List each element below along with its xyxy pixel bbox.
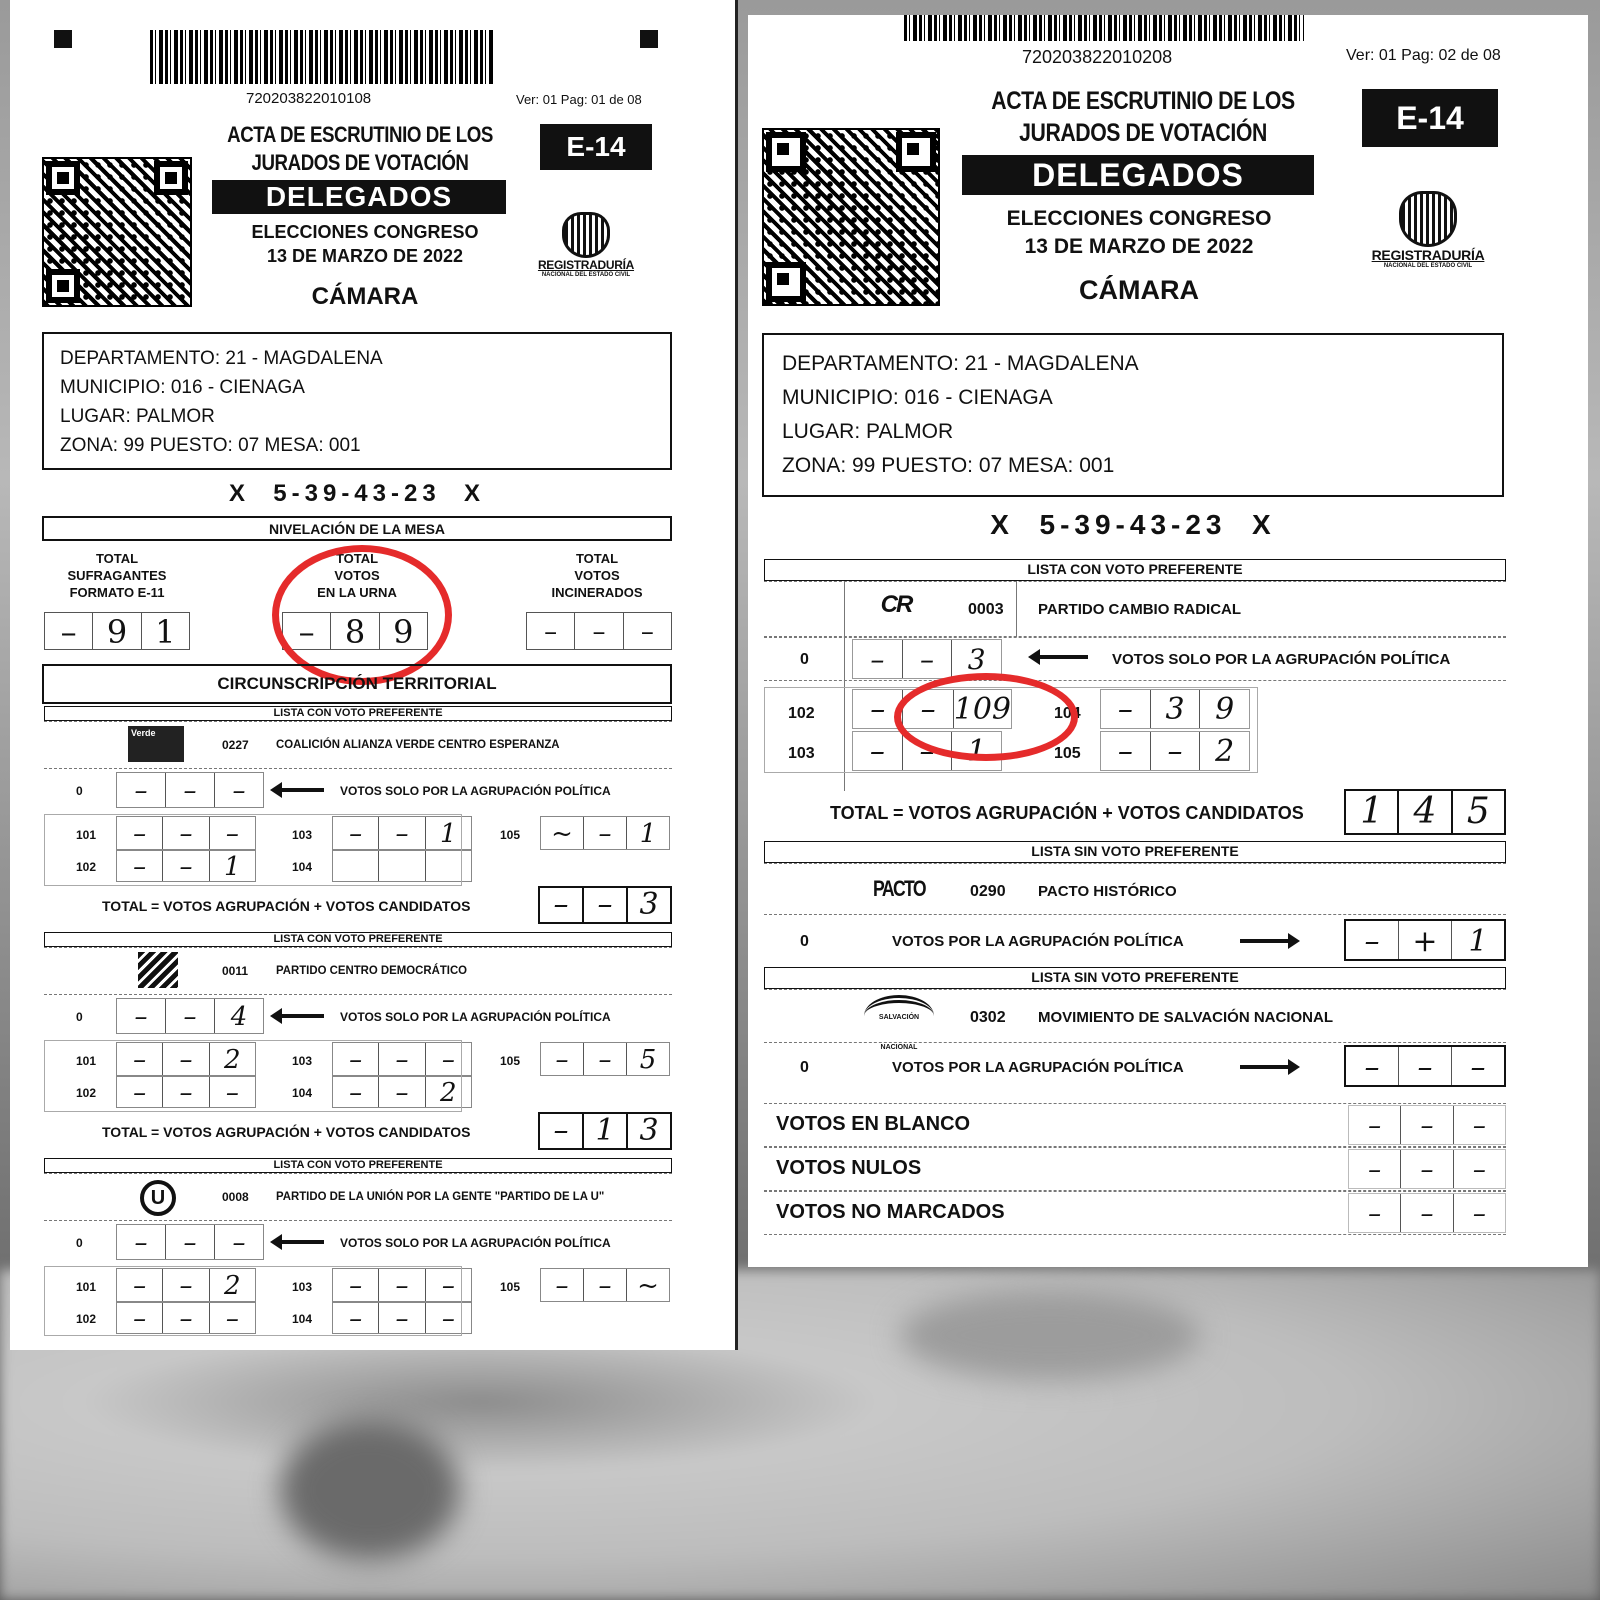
party-name: PACTO HISTÓRICO (1038, 883, 1177, 900)
candidate-votes-digit: ~ (637, 1271, 659, 1301)
summary-cells-digit: – (1401, 1106, 1453, 1144)
candidate-votes-digit: – (379, 1269, 425, 1301)
party-total-digit: 5 (1466, 791, 1490, 832)
candidate-votes-digit: – (1101, 732, 1151, 770)
candidate-votes-digit: – (1151, 732, 1201, 770)
summary-cells-digit: – (1472, 1155, 1486, 1185)
candidate-votes-digit: – (333, 1303, 379, 1333)
zero-row-number: 0 (76, 1010, 83, 1024)
candidate-votes-digit: – (117, 817, 163, 849)
candidate-votes-digit: – (379, 817, 425, 849)
total-label: TOTAL = VOTOS AGRUPACIÓN + VOTOS CANDIDATOS (830, 803, 1304, 823)
candidate-votes-digit: – (441, 1045, 455, 1075)
party-only-label: VOTOS SOLO POR LA AGRUPACIÓN POLÍTICA (340, 784, 611, 798)
location-box (42, 332, 672, 470)
zero-row-number: 0 (800, 651, 809, 668)
total-urna-cells: – 8 9 (282, 612, 428, 650)
barcode (904, 15, 1304, 41)
blurred-smudge (280, 1420, 460, 1560)
candidate-votes-digit: 2 (224, 1045, 241, 1075)
summary-label: VOTOS NO MARCADOS (776, 1201, 1005, 1223)
party-total-cells (538, 1112, 672, 1150)
candidate-votes-digit: – (117, 1269, 163, 1301)
form-code: E-14 (1362, 89, 1498, 147)
party-only-votes (116, 772, 264, 808)
list-type-header: LISTA SIN VOTO PREFERENTE (764, 967, 1506, 989)
candidate-votes-digit: 2 (1215, 734, 1235, 769)
party-only-label: VOTOS SOLO POR LA AGRUPACIÓN POLÍTICA (1112, 651, 1451, 668)
candidate-number: 102 (76, 860, 97, 874)
serial-number: 720203822010108 (246, 90, 372, 107)
candidate-votes-digit: 1 (639, 819, 657, 849)
blurred-smudge (900, 1290, 1200, 1380)
party-total-cells (538, 886, 672, 924)
party-only-votes-digit: – (166, 773, 215, 807)
party-code: 0227 (222, 738, 249, 752)
party-votes-cells-digit: – (1399, 1047, 1452, 1085)
delegados-banner: DELEGADOS (962, 155, 1314, 195)
corporation: CÁMARA (1079, 275, 1199, 305)
registraduria-logo: REGISTRADURÍA NACIONAL DEL ESTADO CIVIL (1348, 191, 1508, 269)
candidate-votes-digit: – (379, 1303, 425, 1333)
divider (1016, 581, 1017, 637)
party-name: PARTIDO CENTRO DEMOCRÁTICO (276, 963, 468, 977)
candidate-votes-digit: – (163, 1269, 209, 1301)
title-line-1: ACTA DE ESCRUTINIO DE LOS (991, 87, 1295, 115)
candidate-number: 105 (1054, 745, 1081, 762)
party-only-label: VOTOS SOLO POR LA AGRUPACIÓN POLÍTICA (340, 1236, 611, 1250)
party-only-votes-digit: – (117, 1225, 166, 1259)
mesa-code: X 5-39-43-23 X (990, 509, 1276, 540)
party-only-votes-digit: – (903, 640, 953, 678)
candidates-frame (44, 814, 462, 886)
candidate-votes-digit: – (584, 1043, 627, 1075)
party-only-votes-digit: – (853, 640, 903, 678)
candidate-votes-digit: – (584, 1269, 627, 1301)
party-votes-cells-digit: – (1346, 921, 1399, 959)
summary-cells-digit: – (1472, 1111, 1486, 1141)
summary-cells-digit: – (1401, 1194, 1453, 1232)
candidate-number: 104 (292, 860, 313, 874)
candidate-votes-digit: – (163, 817, 209, 849)
party-only-votes-digit: 3 (967, 643, 986, 676)
party-code: 0008 (222, 1190, 249, 1204)
party-total-digit: – (584, 888, 628, 922)
summary-cells (1348, 1193, 1506, 1233)
party-name: MOVIMIENTO DE SALVACIÓN NACIONAL (1038, 1009, 1334, 1026)
circunscripcion-header: CIRCUNSCRIPCIÓN TERRITORIAL (42, 664, 672, 704)
zero-row-number: 0 (76, 784, 83, 798)
list-type-header: LISTA CON VOTO PREFERENTE (764, 559, 1506, 581)
party-code: 0003 (968, 601, 1004, 618)
right-arrow-icon (1240, 939, 1290, 943)
party-only-votes (116, 998, 264, 1034)
election-date: 13 DE MARZO DE 2022 (266, 246, 464, 266)
coat-of-arms-icon (1399, 191, 1457, 247)
coat-of-arms-icon (562, 212, 610, 258)
party-vote-label: VOTOS POR LA AGRUPACIÓN POLÍTICA (892, 933, 1184, 950)
party-only-votes-digit: – (166, 999, 215, 1033)
party-total-digit: 4 (1399, 791, 1452, 833)
left-arrow-icon (280, 1240, 324, 1244)
election-name: ELECCIONES CONGRESO (251, 222, 479, 242)
title-line-2: JURADOS DE VOTACIÓN (1019, 119, 1267, 147)
candidate-number: 101 (76, 1280, 97, 1294)
total-sufragantes-cells: – 9 1 (44, 612, 190, 650)
party-only-votes-digit: – (232, 776, 246, 806)
party-total-digit: 1 (584, 1114, 628, 1148)
summary-cells-digit: – (1349, 1106, 1401, 1144)
zona-puesto-mesa: ZONA: 99 PUESTO: 07 MESA: 001 (782, 454, 1115, 477)
right-arrow-icon (1240, 1065, 1290, 1069)
alianza-verde-logo-icon: Verde (128, 726, 184, 762)
candidate-number: 101 (76, 828, 97, 842)
departamento: DEPARTAMENTO: 21 - MAGDALENA (782, 352, 1139, 375)
candidate-votes-digit: – (163, 1303, 209, 1333)
candidate-votes-digit: 1 (967, 734, 987, 769)
left-arrow-icon (280, 1014, 324, 1018)
candidate-votes (540, 816, 670, 850)
candidate-number: 103 (292, 1054, 313, 1068)
party-name: COALICIÓN ALIANZA VERDE CENTRO ESPERANZA (276, 737, 560, 751)
list-type-header: LISTA SIN VOTO PREFERENTE (764, 841, 1506, 863)
party-vote-label: VOTOS POR LA AGRUPACIÓN POLÍTICA (892, 1059, 1184, 1076)
candidate-votes-digit: – (333, 1077, 379, 1107)
candidate-votes-digit: – (333, 1043, 379, 1075)
party-total-digit: – (540, 888, 584, 922)
mesa-code: X 5-39-43-23 X (228, 480, 486, 507)
salvacion-nacional-logo-icon: SALVACIÓN NACIONAL (864, 995, 934, 1037)
zero-row-number: 0 (800, 1059, 809, 1076)
candidate-votes-digit: 2 (440, 1078, 457, 1108)
candidate-votes-digit: – (441, 1271, 455, 1301)
party-only-votes-digit: – (117, 773, 166, 807)
candidate-votes-digit: – (853, 732, 903, 770)
candidates-frame (44, 1040, 462, 1112)
highlight-circle (894, 673, 1078, 761)
party-votes-cells-digit: 1 (1468, 924, 1488, 959)
candidate-number: 103 (788, 745, 815, 762)
candidate-votes (540, 1042, 670, 1076)
candidate-votes-digit: – (441, 1304, 455, 1334)
candidate-number: 104 (292, 1086, 313, 1100)
candidate-votes-digit: – (117, 1077, 163, 1107)
candidate-votes-digit: 2 (224, 1271, 241, 1301)
list-type-header: LISTA CON VOTO PREFERENTE (44, 706, 672, 721)
party-code: 0011 (222, 964, 249, 978)
party-only-votes-digit: – (117, 999, 166, 1033)
candidate-number: 104 (292, 1312, 313, 1326)
summary-label: VOTOS NULOS (776, 1157, 922, 1179)
party-total-digit: 3 (639, 1113, 659, 1148)
municipio: MUNICIPIO: 016 - CIENAGA (782, 386, 1053, 409)
departamento: DEPARTAMENTO: 21 - MAGDALENA (60, 348, 383, 369)
candidate-number: 103 (292, 828, 313, 842)
summary-label: VOTOS EN BLANCO (776, 1113, 971, 1135)
total-label: TOTAL = VOTOS AGRUPACIÓN + VOTOS CANDIDATOS (102, 1124, 471, 1140)
candidate-number: 102 (76, 1086, 97, 1100)
form-page-1 (10, 0, 738, 1350)
party-votes-cells-digit: – (1346, 1047, 1399, 1085)
left-arrow-icon (280, 788, 324, 792)
row-line (764, 637, 1506, 681)
zero-row-number: 0 (800, 933, 809, 950)
party-votes-cells (1344, 1045, 1506, 1087)
party-only-votes-digit: – (166, 1225, 215, 1259)
zona-puesto-mesa: ZONA: 99 PUESTO: 07 MESA: 001 (60, 435, 361, 456)
candidate-votes-digit: – (225, 1078, 239, 1108)
party-only-votes-digit: – (232, 1228, 246, 1258)
corporation: CÁMARA (311, 283, 419, 310)
election-name: ELECCIONES CONGRESO (1006, 207, 1272, 230)
cambio-radical-logo-icon: CR (880, 591, 912, 618)
candidate-votes-digit: – (379, 1043, 425, 1075)
candidate-votes-digit: – (903, 690, 953, 728)
lugar: LUGAR: PALMOR (782, 420, 954, 443)
pacto-historico-logo-icon: PACTO (873, 876, 925, 901)
candidate-votes-digit: – (379, 1077, 425, 1107)
summary-cells (1348, 1149, 1506, 1189)
candidate-votes-digit: – (225, 1304, 239, 1334)
title-line-1: ACTA DE ESCRUTINIO DE LOS (227, 122, 493, 147)
nivelacion-header: NIVELACIÓN DE LA MESA (42, 516, 672, 541)
candidate-votes-digit: – (333, 817, 379, 849)
location-box (762, 333, 1504, 497)
candidate-number: 105 (500, 1054, 521, 1068)
title-line-2: JURADOS DE VOTACIÓN (251, 150, 469, 175)
summary-cells-digit: – (1349, 1150, 1401, 1188)
registration-marker (640, 30, 658, 48)
partido-de-la-u-logo-icon: U (140, 1180, 176, 1216)
candidate-votes-digit: – (853, 690, 903, 728)
candidate-votes-digit: 5 (639, 1045, 657, 1075)
serial-number: 720203822010208 (1022, 47, 1173, 67)
candidate-votes-digit: – (1101, 690, 1151, 728)
candidate-number: 103 (292, 1280, 313, 1294)
candidate-number: 104 (1054, 705, 1081, 722)
zero-row-number: 0 (76, 1236, 83, 1250)
party-only-votes (116, 1224, 264, 1260)
candidate-votes-digit: ~ (541, 817, 584, 849)
candidate-votes-digit: – (163, 1077, 209, 1107)
party-total-digit: – (540, 1114, 584, 1148)
party-only-label: VOTOS SOLO POR LA AGRUPACIÓN POLÍTICA (340, 1010, 611, 1024)
centro-democratico-logo-icon (138, 952, 178, 988)
summary-cells-digit: – (1349, 1194, 1401, 1232)
candidate-number: 102 (76, 1312, 97, 1326)
summary-cells-digit: – (1401, 1150, 1453, 1188)
municipio: MUNICIPIO: 016 - CIENAGA (60, 377, 305, 398)
candidate-votes-digit: 1 (440, 819, 457, 849)
candidate-votes-digit: – (903, 732, 953, 770)
party-only-votes-digit: 4 (230, 1002, 248, 1032)
total-sufragantes-label: TOTAL SUFRAGANTES FORMATO E-11 (67, 551, 167, 600)
total-incinerados-cells: – – – (526, 612, 672, 650)
version-page: Ver: 01 Pag: 02 de 08 (1346, 47, 1501, 64)
qr-code (762, 128, 940, 306)
registraduria-logo: REGISTRADURÍA NACIONAL DEL ESTADO CIVIL (522, 212, 650, 278)
election-date: 13 DE MARZO DE 2022 (1024, 235, 1254, 258)
candidate-votes-digit: 1 (224, 852, 241, 882)
list-type-header: LISTA CON VOTO PREFERENTE (44, 1158, 672, 1173)
party-name: PARTIDO DE LA UNIÓN POR LA GENTE "PARTIDO DE LA U" (276, 1189, 605, 1203)
summary-cells (1348, 1105, 1506, 1145)
party-votes-cells-digit: – (1470, 1050, 1486, 1085)
candidate-votes-digit: 3 (1151, 690, 1201, 728)
party-code: 0290 (970, 883, 1006, 900)
candidate-number: 105 (500, 1280, 521, 1294)
candidate-votes-digit: 109 (953, 692, 1012, 727)
party-votes-cells (1344, 919, 1506, 961)
delegados-banner: DELEGADOS (212, 180, 506, 214)
candidate-votes-digit: – (584, 817, 627, 849)
candidate-votes-digit: 9 (1215, 692, 1235, 727)
candidate-votes (540, 1268, 670, 1302)
form-code: E-14 (540, 124, 652, 170)
summary-cells-digit: – (1472, 1199, 1486, 1229)
candidate-number: 101 (76, 1054, 97, 1068)
barcode (150, 30, 494, 84)
candidate-votes-digit: – (117, 1043, 163, 1075)
candidate-votes-digit: – (225, 819, 239, 849)
candidate-votes-digit: – (541, 1043, 584, 1075)
qr-code (42, 157, 192, 307)
party-votes-cells-digit: + (1399, 921, 1452, 959)
candidate-votes-digit: – (163, 1043, 209, 1075)
list-type-header: LISTA CON VOTO PREFERENTE (44, 932, 672, 947)
candidate-votes-digit: – (117, 851, 163, 881)
candidates-frame (44, 1266, 462, 1336)
party-total-digit: 1 (1346, 791, 1399, 833)
candidate-votes-digit: – (117, 1303, 163, 1333)
candidate-votes-digit: – (541, 1269, 584, 1301)
registration-marker (54, 30, 72, 48)
party-total-cells (1344, 789, 1506, 835)
candidate-votes-digit: – (333, 1269, 379, 1301)
form-page-2 (748, 15, 1588, 1267)
total-label: TOTAL = VOTOS AGRUPACIÓN + VOTOS CANDIDATOS (102, 898, 471, 914)
candidate-number: 105 (500, 828, 521, 842)
party-code: 0302 (970, 1009, 1006, 1026)
candidate-number: 102 (788, 705, 815, 722)
version-page: Ver: 01 Pag: 01 de 08 (516, 92, 642, 107)
lugar: LUGAR: PALMOR (60, 406, 215, 427)
total-urna-label: TOTAL VOTOS EN LA URNA (317, 551, 397, 600)
party-total-digit: 3 (639, 887, 659, 922)
total-incinerados-label: TOTAL VOTOS INCINERADOS (551, 551, 643, 600)
candidate-votes-digit: – (163, 851, 209, 881)
party-name: PARTIDO CAMBIO RADICAL (1038, 601, 1242, 618)
